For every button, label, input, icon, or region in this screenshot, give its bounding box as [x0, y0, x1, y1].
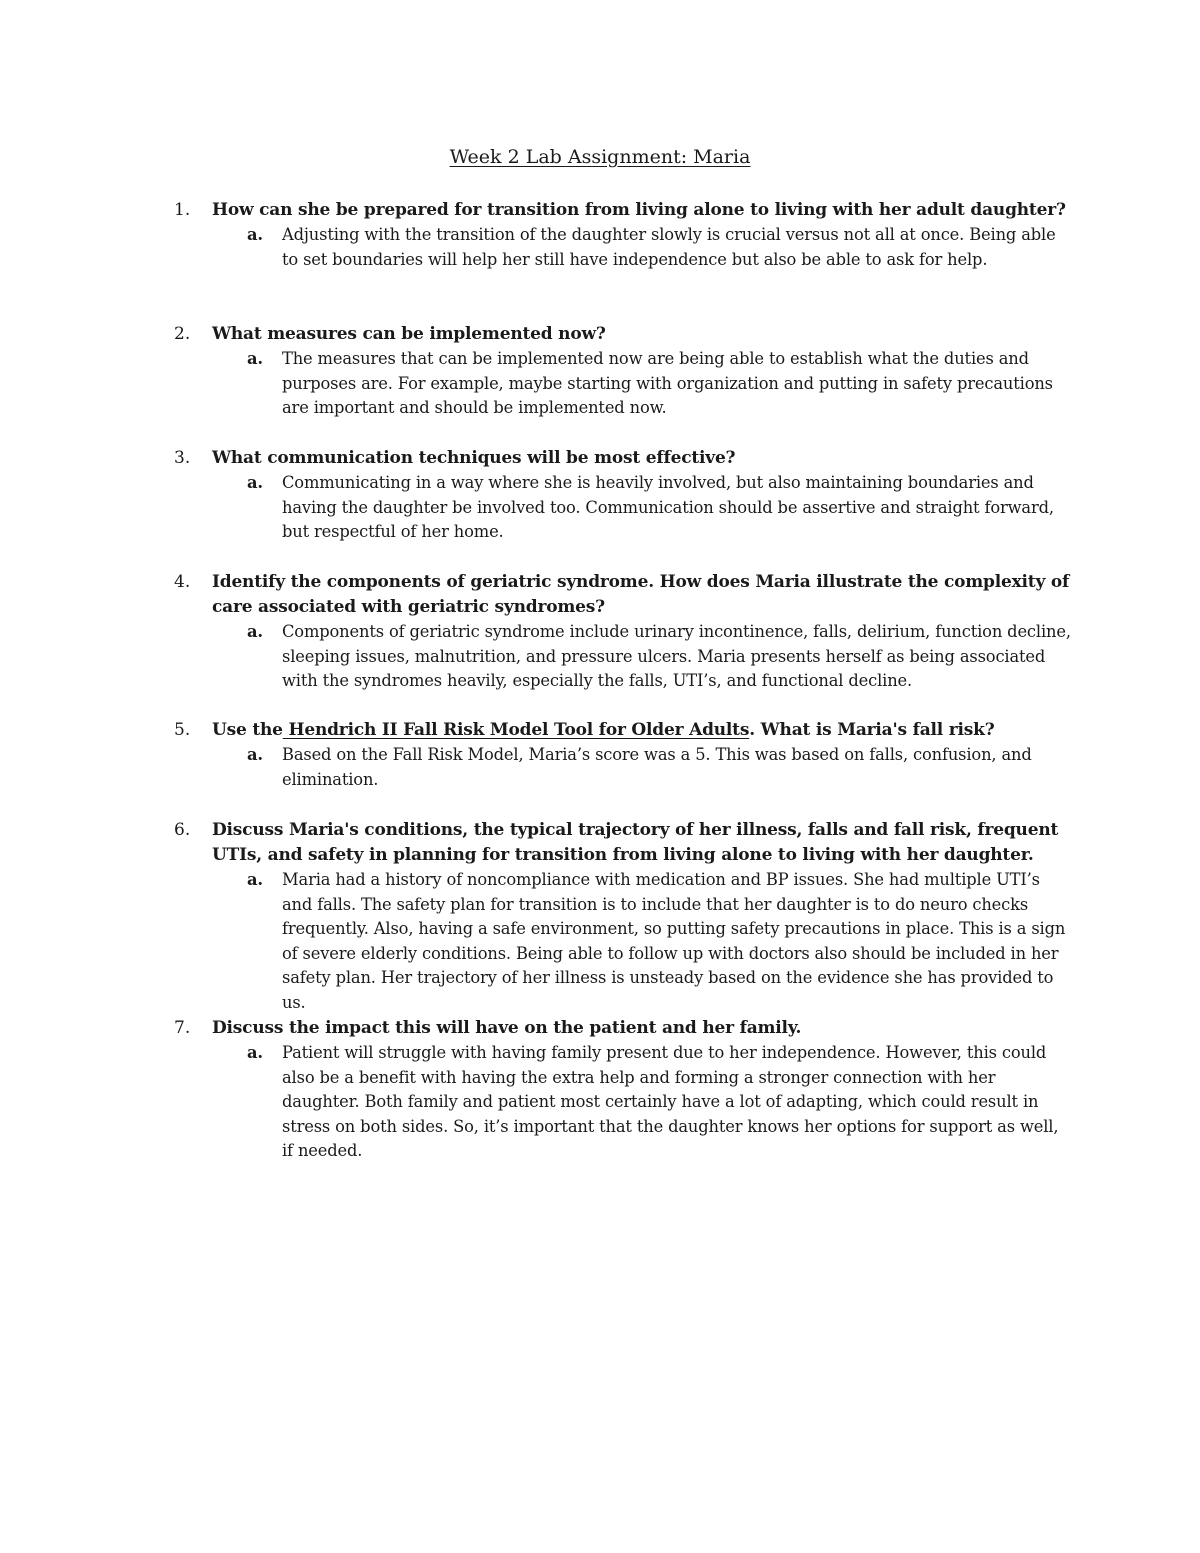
- answer-text: Based on the Fall Risk Model, Maria’s score was a 5. This was based on falls, confusion, and elimination.: [282, 745, 1032, 789]
- answer-1: [247, 223, 1074, 272]
- answer-text: Communicating in a way where she is heavily involved, but also maintaining boundaries and having the daughter be involved too. Communication should be assertive and straight forward, but respectful of her home.: [282, 473, 1054, 542]
- question-5: [174, 718, 1074, 792]
- question-text: Discuss the impact this will have on the patient and her family.: [212, 1018, 802, 1038]
- answer-2: [247, 347, 1074, 421]
- answer-letter: a.: [247, 745, 263, 764]
- question-text: Discuss Maria's conditions, the typical trajectory of her illness, falls and fall risk, frequent UTIs, and safety in planning for transition from living alone to living with her daughter.: [212, 820, 1059, 865]
- answer-7: [247, 1041, 1074, 1164]
- answer-letter: a.: [247, 349, 263, 368]
- question-7: [174, 1016, 1074, 1164]
- question-text: What communication techniques will be most effective?: [212, 448, 736, 468]
- question-text: Identify the components of geriatric syndrome. How does Maria illustrate the complexity of care associated with geriatric syndromes?: [212, 572, 1070, 617]
- question-number: 4.: [174, 572, 191, 592]
- question-2: [174, 322, 1074, 421]
- question-number: 3.: [174, 448, 191, 468]
- question-3: [174, 446, 1074, 545]
- question-number: 2.: [174, 324, 191, 344]
- answer-letter: a.: [247, 622, 263, 641]
- fall-risk-tool-link[interactable]: Hendrich II Fall Risk Model Tool for Older Adults: [282, 720, 750, 740]
- answer-letter: a.: [247, 870, 263, 889]
- question-number: 5.: [174, 720, 191, 740]
- answer-letter: a.: [247, 1043, 263, 1062]
- question-number: 6.: [174, 820, 191, 840]
- question-text: How can she be prepared for transition from living alone to living with her adult daughter?: [212, 200, 1066, 220]
- answer-text: The measures that can be implemented now are being able to establish what the duties and purposes are. For example, maybe starting with organization and putting in safety precautions are important and should be implemented now.: [282, 349, 1053, 418]
- question-1: [174, 198, 1074, 272]
- document-title: [0, 145, 1200, 169]
- answer-6: [247, 868, 1074, 1016]
- answer-letter: a.: [247, 225, 263, 244]
- answer-text: Patient will struggle with having family present due to her independence. However, this could also be a benefit with having the extra help and forming a stronger connection with her daughter. Both family and patient most certainly have a lot of adapting, which could result in stress on both sides. So, it’s important that the daughter knows her options for support as well, if needed.: [282, 1043, 1059, 1161]
- question-text-prefix: Use the: [212, 720, 283, 740]
- question-text: [212, 718, 1074, 743]
- answer-3: [247, 471, 1074, 545]
- answer-5: [247, 743, 1074, 792]
- question-number: 7.: [174, 1018, 191, 1038]
- question-4: [174, 570, 1074, 694]
- answer-4: [247, 620, 1074, 694]
- answer-text: Adjusting with the transition of the daughter slowly is crucial versus not all at once. Being able to set boundaries will help her still have independence but also be able to ask for help.: [282, 225, 1056, 269]
- answer-text: Components of geriatric syndrome include urinary incontinence, falls, delirium, function decline, sleeping issues, malnutrition, and pressure ulcers. Maria presents herself as being associated with the syndromes heavily, especially the falls, UTI’s, and functional decline.: [282, 622, 1071, 691]
- question-number: 1.: [174, 200, 191, 220]
- question-text-suffix: . What is Maria's fall risk?: [749, 720, 995, 740]
- question-6: [174, 818, 1074, 1016]
- answer-letter: a.: [247, 473, 263, 492]
- answer-text: Maria had a history of noncompliance with medication and BP issues. She had multiple UTI’s and falls. The safety plan for transition is to include that her daughter is to do neuro checks frequently. Also, having a safe environment, so putting safety precautions in place. This is a sign of severe elderly conditions. Being able to follow up with doctors also should be included in her safety plan. Her trajectory of her illness is unsteady based on the evidence she has provided to us.: [282, 870, 1066, 1012]
- document-title-text: Week 2 Lab Assignment: Maria: [449, 146, 751, 168]
- question-text: What measures can be implemented now?: [212, 324, 606, 344]
